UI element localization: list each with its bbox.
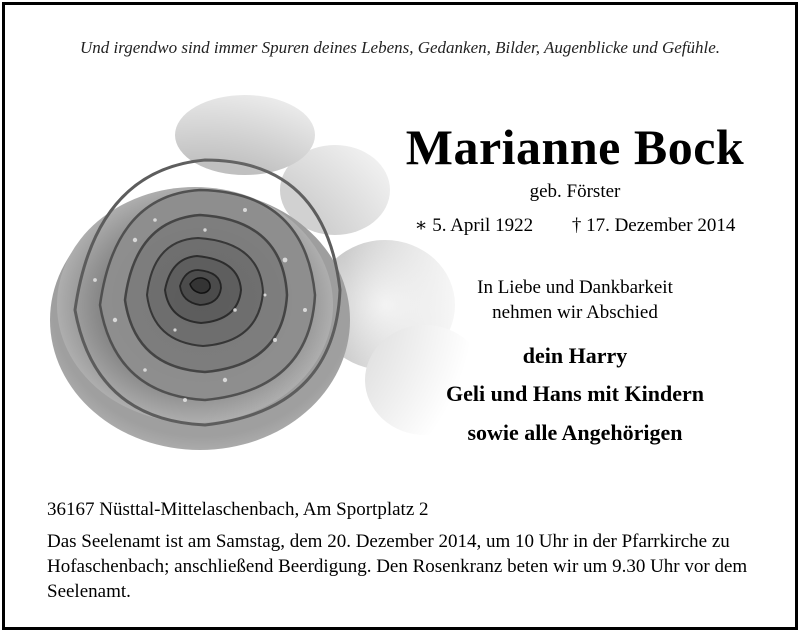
mourner-line: dein Harry	[522, 343, 628, 368]
farewell-line-2: nehmen wir Abschied	[492, 302, 658, 323]
motto-text: Und irgendwo sind immer Spuren deines Lebens, Gedanken, Bilder, Augenblicke und Gefühle.	[79, 38, 721, 57]
family-address: 36167 Nüsttal-Mittelaschenbach, Am Sportplatz 2	[47, 499, 429, 520]
death-date: † 17. Dezember 2014	[571, 215, 736, 236]
mourner-line: Geli und Hans mit Kindern	[446, 381, 704, 406]
life-dates	[345, 214, 798, 237]
obituary-notice	[2, 2, 798, 630]
mourner-line: sowie alle Angehörigen	[467, 420, 683, 445]
service-notice: Das Seelenamt ist am Samstag, dem 20. Dezember 2014, um 10 Uhr in der Pfarrkirche zu Hofaschenbach; anschließend Beerdigung. Den Rosenkranz beten wir um 9.30 Uhr vor dem Seelenamt.	[47, 531, 748, 602]
birth-date: ∗ 5. April 1922	[414, 215, 534, 236]
deceased-name: Marianne Bock	[405, 119, 745, 175]
maiden-name: geb. Förster	[529, 181, 621, 202]
farewell-line-1: In Liebe und Dankbarkeit	[477, 277, 673, 298]
